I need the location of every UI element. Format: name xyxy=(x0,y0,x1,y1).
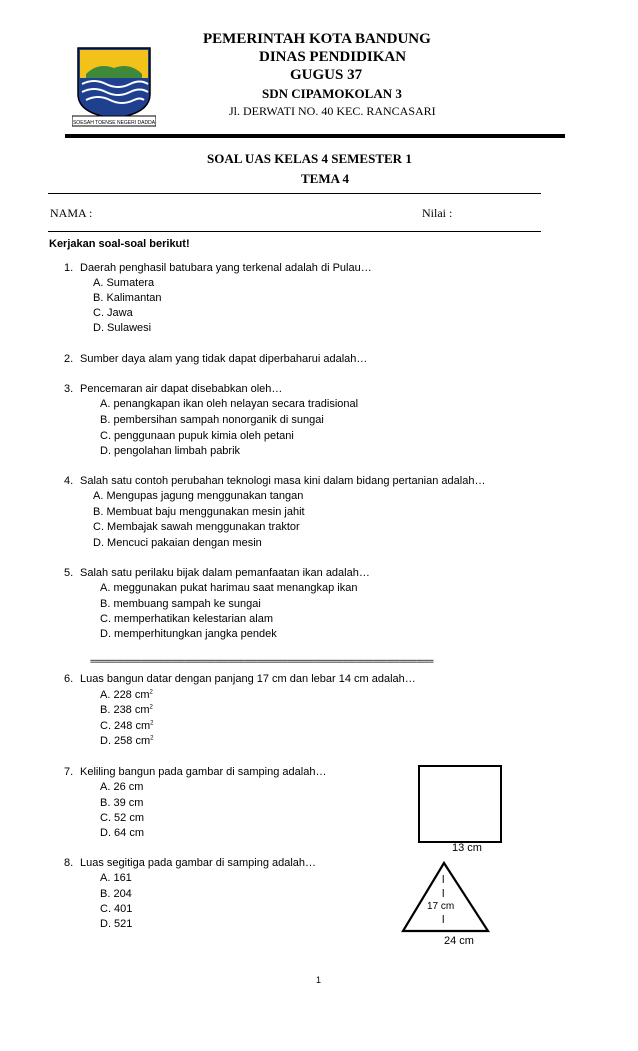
city-logo xyxy=(72,44,156,130)
question-6-option-a xyxy=(100,688,153,703)
question-5-option-c: C. memperhatikan kelestarian alam xyxy=(100,613,274,625)
question-1-option-a: A. Sumatera xyxy=(93,277,155,289)
divider-bottom xyxy=(48,231,541,232)
question-1-number: 1. xyxy=(64,262,74,274)
question-2-text: Sumber daya alam yang tidak dapat diperbaharui adalah… xyxy=(80,353,368,365)
question-8-option-d: D. 521 xyxy=(100,918,133,930)
question-7-number: 7. xyxy=(64,766,74,778)
question-3-option-b: B. pembersihan sampah nonorganik di sungai xyxy=(100,414,324,426)
question-4-option-d: D. Mencuci pakaian dengan mesin xyxy=(93,537,262,549)
question-7-option-a: A. 26 cm xyxy=(100,781,144,793)
name-label: NAMA : xyxy=(50,206,93,220)
question-1-option-b: B. Kalimantan xyxy=(93,292,162,304)
question-6-option-c-sup: 2 xyxy=(150,720,154,727)
exam-title: SOAL UAS KELAS 4 SEMESTER 1 xyxy=(207,151,412,166)
question-8-option-a: A. 161 xyxy=(100,872,132,884)
question-3-text: Pencemaran air dapat disebabkan oleh… xyxy=(80,383,283,395)
question-3-number: 3. xyxy=(64,383,74,395)
question-5-option-b: B. membuang sampah ke sungai xyxy=(100,598,261,610)
divider-top xyxy=(48,193,541,194)
question-5-text: Salah satu perilaku bijak dalam pemanfaatan ikan adalah… xyxy=(80,567,370,579)
triangle-base-label: 24 cm xyxy=(444,935,474,947)
question-6-option-c-text: C. 248 cm xyxy=(100,720,151,732)
question-6-option-b-sup: 2 xyxy=(149,704,153,711)
header-line-4: SDN CIPAMOKOLAN 3 xyxy=(262,86,402,101)
question-6-option-d xyxy=(100,734,153,749)
page-number: 1 xyxy=(316,975,322,985)
question-6-option-b-text: B. 238 cm xyxy=(100,704,150,716)
question-4-number: 4. xyxy=(64,475,74,487)
section-separator: ================================================================================ xyxy=(90,657,433,667)
question-2-number: 2. xyxy=(64,353,74,365)
exam-subtitle: TEMA 4 xyxy=(301,171,350,186)
triangle-height-label: 17 cm xyxy=(427,901,455,912)
triangle-tick-3: l xyxy=(442,914,445,926)
triangle-tick-1: l xyxy=(442,874,445,886)
question-8-option-c: C. 401 xyxy=(100,903,133,915)
question-3-option-d: D. pengolahan limbah pabrik xyxy=(100,445,241,457)
header-line-1: PEMERINTAH KOTA BANDUNG xyxy=(203,31,431,47)
question-4-option-b: B. Membuat baju menggunakan mesin jahit xyxy=(93,506,305,518)
question-6-option-c xyxy=(100,719,153,734)
question-6-option-d-sup: 2 xyxy=(150,735,154,742)
question-8-number: 8. xyxy=(64,857,74,869)
question-6-number: 6. xyxy=(64,673,74,685)
triangle-tick-2: l xyxy=(442,888,445,900)
question-7-option-c: C. 52 cm xyxy=(100,812,145,824)
question-7-text: Keliling bangun pada gambar di samping adalah… xyxy=(80,766,327,778)
question-4-text: Salah satu contoh perubahan teknologi masa kini dalam bidang pertanian adalah… xyxy=(80,475,486,487)
header-line-2: DINAS PENDIDIKAN xyxy=(259,49,407,65)
question-8-text: Luas segitiga pada gambar di samping adalah… xyxy=(80,857,317,869)
square-figure xyxy=(418,765,502,843)
header-line-3: GUGUS 37 xyxy=(290,67,363,83)
question-1-option-d: D. Sulawesi xyxy=(93,322,152,334)
triangle-figure xyxy=(400,860,500,935)
question-5-option-d: D. memperhitungkan jangka pendek xyxy=(100,628,277,640)
question-6-option-b xyxy=(100,703,153,718)
question-4-option-c: C. Membajak sawah menggunakan traktor xyxy=(93,521,300,533)
header-rule xyxy=(65,134,565,138)
question-6-option-d-text: D. 258 cm xyxy=(100,735,151,747)
question-3-option-a: A. penangkapan ikan oleh nelayan secara tradisional xyxy=(100,398,359,410)
question-1-text: Daerah penghasil batubara yang terkenal adalah di Pulau… xyxy=(80,262,372,274)
instruction: Kerjakan soal-soal berikut! xyxy=(49,238,190,250)
header-address: Jl. DERWATI NO. 40 KEC. RANCASARI xyxy=(229,104,436,118)
question-6-text: Luas bangun datar dengan panjang 17 cm dan lebar 14 cm adalah… xyxy=(80,673,416,685)
question-7-option-b: B. 39 cm xyxy=(100,797,144,809)
square-side-label: 13 cm xyxy=(452,842,482,854)
question-1-option-c: C. Jawa xyxy=(93,307,133,319)
question-6-option-a-text: A. 228 cm xyxy=(100,689,150,701)
question-5-option-a: A. meggunakan pukat harimau saat menangkap ikan xyxy=(100,582,358,594)
question-5-number: 5. xyxy=(64,567,74,579)
question-8-option-b: B. 204 xyxy=(100,888,132,900)
question-4-option-a: A. Mengupas jagung menggunakan tangan xyxy=(93,490,304,502)
question-7-option-d: D. 64 cm xyxy=(100,827,145,839)
question-3-option-c: C. penggunaan pupuk kimia oleh petani xyxy=(100,430,294,442)
logo-banner-text: SOESAH TOENSE NEGERI DADDA xyxy=(72,120,156,126)
question-6-option-a-sup: 2 xyxy=(149,689,153,696)
score-label: Nilai : xyxy=(422,206,453,220)
